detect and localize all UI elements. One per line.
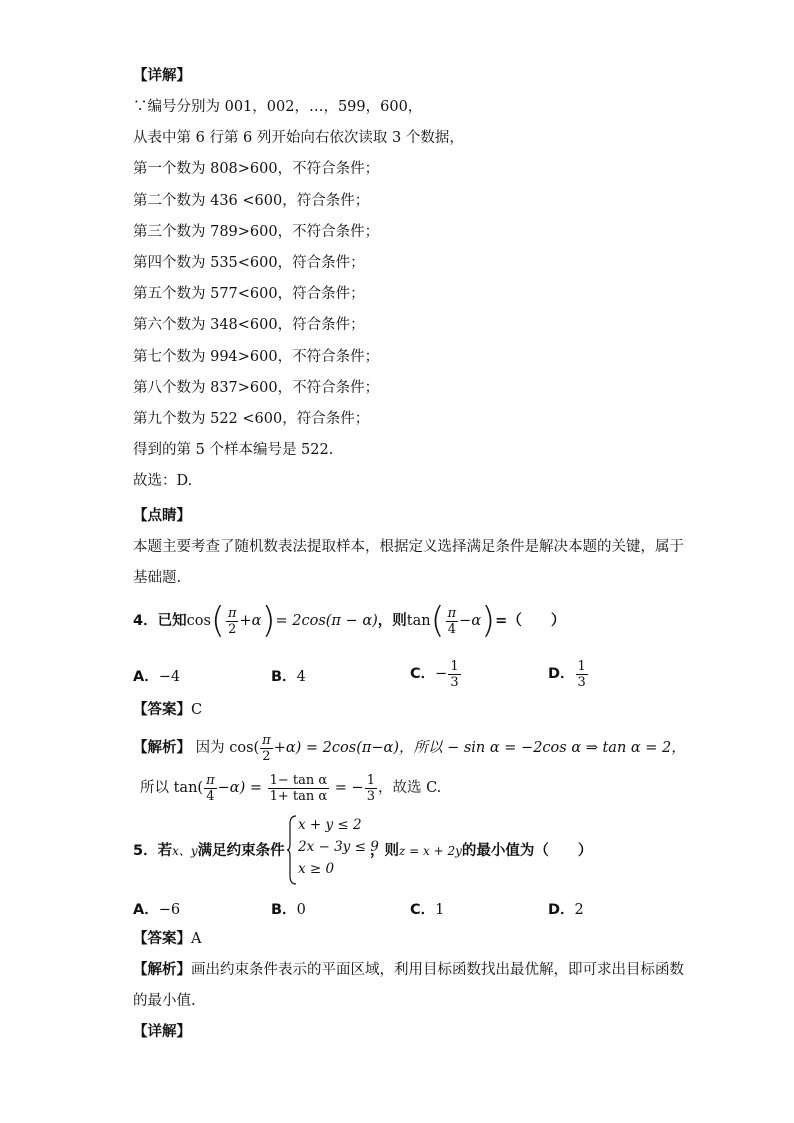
detail-line: ∵编号分别为 001，002，…，599，600，: [133, 99, 423, 115]
cos-function: cos: [186, 613, 211, 629]
q5-choice-b: B．0: [271, 902, 306, 918]
detail-line: 故选：D.: [133, 473, 193, 490]
final-detail-heading: 【详解】: [133, 1024, 191, 1040]
q4-choice-d: D． $\frac{1}{3}$: [548, 658, 586, 690]
detail-line: 得到的第 5 个样本编号是 522.: [133, 442, 334, 459]
q5-choice-d: D．2: [548, 902, 584, 918]
detail-line: 第九个数为 522 <600，符合条件；: [133, 411, 370, 427]
detail-line: 第五个数为 577<600，符合条件；: [133, 286, 365, 303]
q4-ask: =（ ）: [495, 613, 566, 629]
comment-line-1: 本题主要考查了随机数表法提取样本，根据定义选择满足条件是解决本题的关键，属于: [133, 539, 684, 555]
q4-choice-a: A．−4: [133, 669, 181, 685]
left-brace-icon: [286, 814, 298, 886]
question-5-tail: ，则z = x + 2y的最小值为（ ）: [370, 843, 593, 859]
question-5: 5．若x、y满足约束条件: [133, 843, 285, 859]
detail-line: 第二个数为 436 <600，符合条件；: [133, 192, 370, 209]
comment-heading: 【点睛】: [133, 508, 191, 524]
q4-choice-b: B．4: [271, 669, 306, 685]
q5-answer: 【答案】A: [133, 931, 202, 947]
q5-choice-c: C．1: [410, 902, 445, 918]
detail-heading: 【详解】: [133, 68, 191, 84]
detail-line: 第一个数为 808>600，不符合条件；: [133, 161, 380, 178]
q4-answer: 【答案】C: [133, 702, 203, 718]
detail-line: 第四个数为 535<600，符合条件；: [133, 255, 365, 271]
q4-analysis-line-1: 【解析】 因为 cos( $\frac{\pi}{2}$ +α) = 2cos(π−α)，所以 − sin α = −2cos α ⇒ tan α = 2，: [133, 732, 686, 764]
tan-function: tan: [406, 613, 431, 629]
constraint-system: x + y ≤ 2 2x − 3y ≤ 9 x ≥ 0: [298, 817, 379, 877]
comment-line-2: 基础题.: [133, 570, 182, 586]
detail-line: 第八个数为 837>600，不符合条件；: [133, 379, 380, 396]
q5-analysis-line-1: 【解析】画出约束条件表示的平面区域，利用目标函数找出最优解，即可求出目标函数: [133, 962, 684, 978]
pi-over-4: $\frac{\pi}{4}$: [447, 605, 457, 637]
q5-analysis-line-2: 的最小值.: [133, 993, 196, 1009]
detail-line: 第六个数为 348<600，符合条件；: [133, 317, 365, 334]
question-4: 4．已知cos( $\frac{\pi}{2}$ +α)= 2cos(π − α)，则tan( $\frac{\pi}{4}$ −α)=（ ）: [133, 600, 566, 641]
q4-choice-c: C．− $\frac{1}{3}$: [410, 658, 459, 690]
question-4-number: 4．已知: [133, 613, 187, 629]
detail-line: 第三个数为 789>600，不符合条件；: [133, 223, 380, 240]
detail-line: 从表中第 6 行第 6 列开始向右依次读取 3 个数据，: [133, 130, 464, 147]
detail-line: 第七个数为 994>600，不符合条件；: [133, 348, 380, 365]
q4-equation: = 2cos(π − α): [275, 613, 378, 629]
q4-analysis-line-2: 所以 tan( $\frac{\pi}{4}$ −α) = $\frac{\text{1− tan α}}{\text{1+ tan α}}$ = − $\frac{1}{3}$ ，故选 C.: [140, 772, 442, 804]
q5-choice-a: A．−6: [133, 902, 181, 918]
pi-over-2: $\frac{\pi}{2}$: [227, 605, 237, 637]
